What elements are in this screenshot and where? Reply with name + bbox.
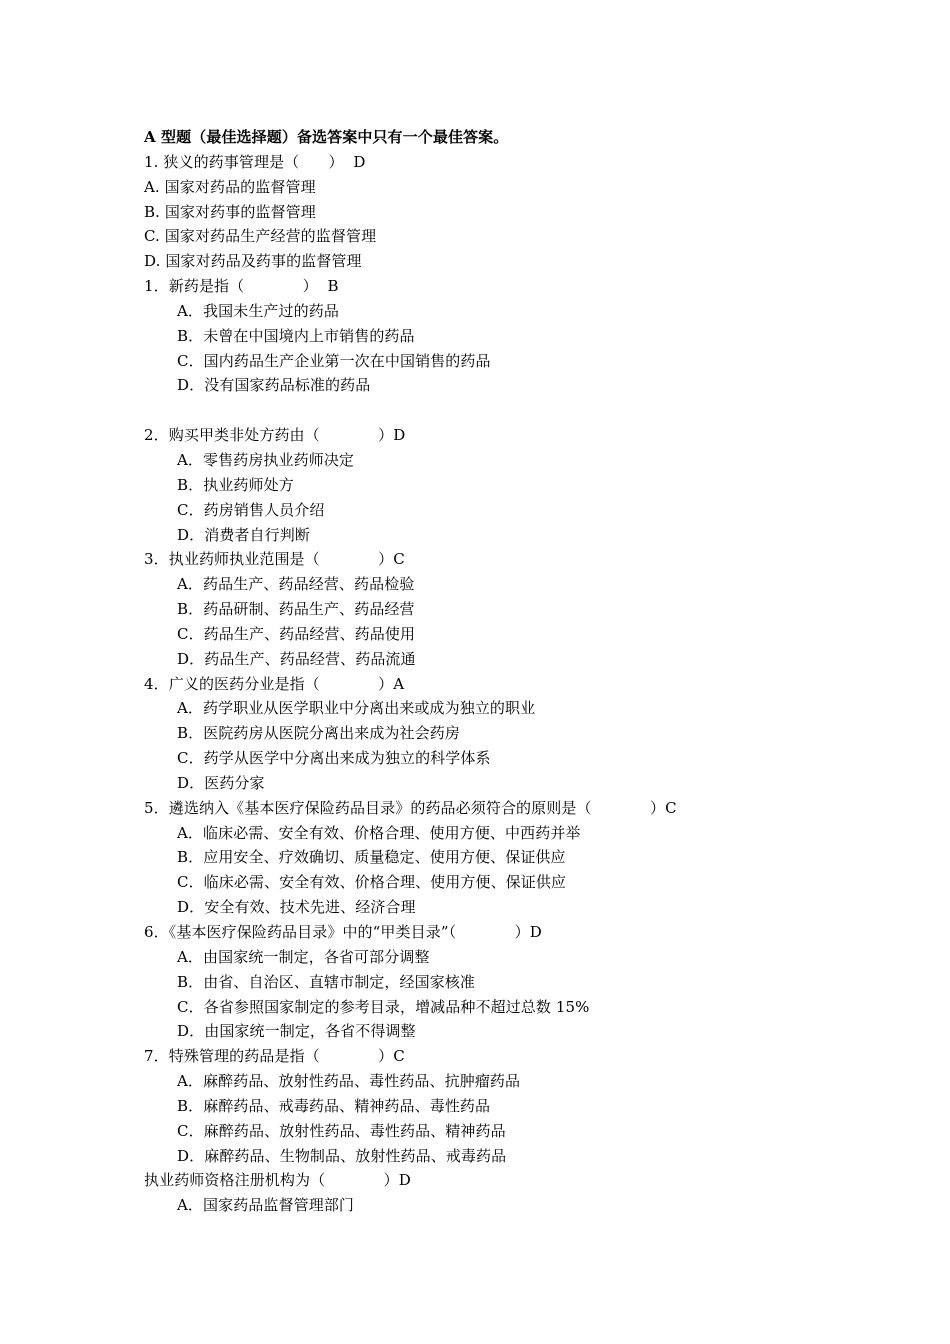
option-line: A．药品生产、药品经营、药品检验 <box>177 575 415 594</box>
option-line: C．药品生产、药品经营、药品使用 <box>177 624 416 643</box>
question-line: 3．执业药师执业范围是（ ）C <box>144 550 405 569</box>
option-line: C．各省参照国家制定的参考目录，增减品种不超过总数 15% <box>177 997 590 1016</box>
option-line: C．药房销售人员介绍 <box>177 500 325 519</box>
option-line: A．麻醉药品、放射性药品、毒性药品、抗肿瘤药品 <box>177 1072 521 1091</box>
option-line: B．麻醉药品、戒毒药品、精神药品、毒性药品 <box>177 1096 491 1115</box>
option-line: D. 国家对药品及药事的监督管理 <box>144 252 362 271</box>
option-line: C. 国家对药品生产经营的监督管理 <box>144 227 377 246</box>
option-line: A．零售药房执业药师决定 <box>177 450 355 469</box>
option-line: B．未曾在中国境内上市销售的药品 <box>177 326 415 345</box>
option-line: A．国家药品监督管理部门 <box>177 1196 355 1215</box>
option-line: D．安全有效、技术先进、经济合理 <box>177 898 416 917</box>
question-line: 执业药师资格注册机构为（ ）D <box>144 1171 411 1190</box>
option-line: B．医院药房从医院分离出来成为社会药房 <box>177 724 460 743</box>
option-line: D．麻醉药品、生物制品、放射性药品、戒毒药品 <box>177 1146 507 1165</box>
option-line: C．麻醉药品、放射性药品、毒性药品、精神药品 <box>177 1121 506 1140</box>
option-line: D．医药分家 <box>177 773 265 792</box>
option-line: B．执业药师处方 <box>177 475 294 494</box>
option-line: B．由省、自治区、直辖市制定，经国家核准 <box>177 972 476 991</box>
option-line: D．消费者自行判断 <box>177 525 310 544</box>
question-line: 5．遴选纳入《基本医疗保险药品目录》的药品必须符合的原则是（ ）C <box>144 798 677 817</box>
question-line: 6．《基本医疗保险药品目录》中的“甲类目录”（ ）D <box>144 923 542 941</box>
question-line: 7．特殊管理的药品是指（ ）C <box>144 1047 405 1066</box>
question-list <box>144 150 904 1218</box>
option-line: B．药品研制、药品生产、药品经营 <box>177 600 415 619</box>
option-line: A．我国未生产过的药品 <box>177 301 339 320</box>
section-heading: A 型题（最佳选择题）备选答案中只有一个最佳答案。 <box>144 128 509 146</box>
question-line: 2．购买甲类非处方药由（ ）D <box>144 426 406 445</box>
option-line: B. 国家对药事的监督管理 <box>144 202 316 221</box>
option-line: C．国内药品生产企业第一次在中国销售的药品 <box>177 351 491 370</box>
option-line: D．没有国家药品标准的药品 <box>177 376 371 395</box>
blank-line <box>144 398 904 423</box>
option-line: A．临床必需、安全有效、价格合理、使用方便、中西药并举 <box>177 823 581 842</box>
question-line: 1．新药是指（ ） B <box>144 277 339 296</box>
option-line: D．药品生产、药品经营、药品流通 <box>177 649 416 668</box>
option-line: A. 国家对药品的监督管理 <box>144 177 316 196</box>
option-line: A．由国家统一制定，各省可部分调整 <box>177 947 430 966</box>
document-body <box>144 125 904 1218</box>
question-line: 4．广义的医药分业是指（ ）A <box>144 674 405 693</box>
option-line: C．药学从医学中分离出来成为独立的科学体系 <box>177 749 491 768</box>
option-line: D．由国家统一制定，各省不得调整 <box>177 1022 416 1041</box>
question-line: 1. 狭义的药事管理是（ ） D <box>144 152 366 171</box>
option-line: B．应用安全、疗效确切、质量稳定、使用方便、保证供应 <box>177 848 566 867</box>
option-line: C．临床必需、安全有效、价格合理、使用方便、保证供应 <box>177 873 567 892</box>
option-line: A．药学职业从医学职业中分离出来或成为独立的职业 <box>177 699 536 718</box>
